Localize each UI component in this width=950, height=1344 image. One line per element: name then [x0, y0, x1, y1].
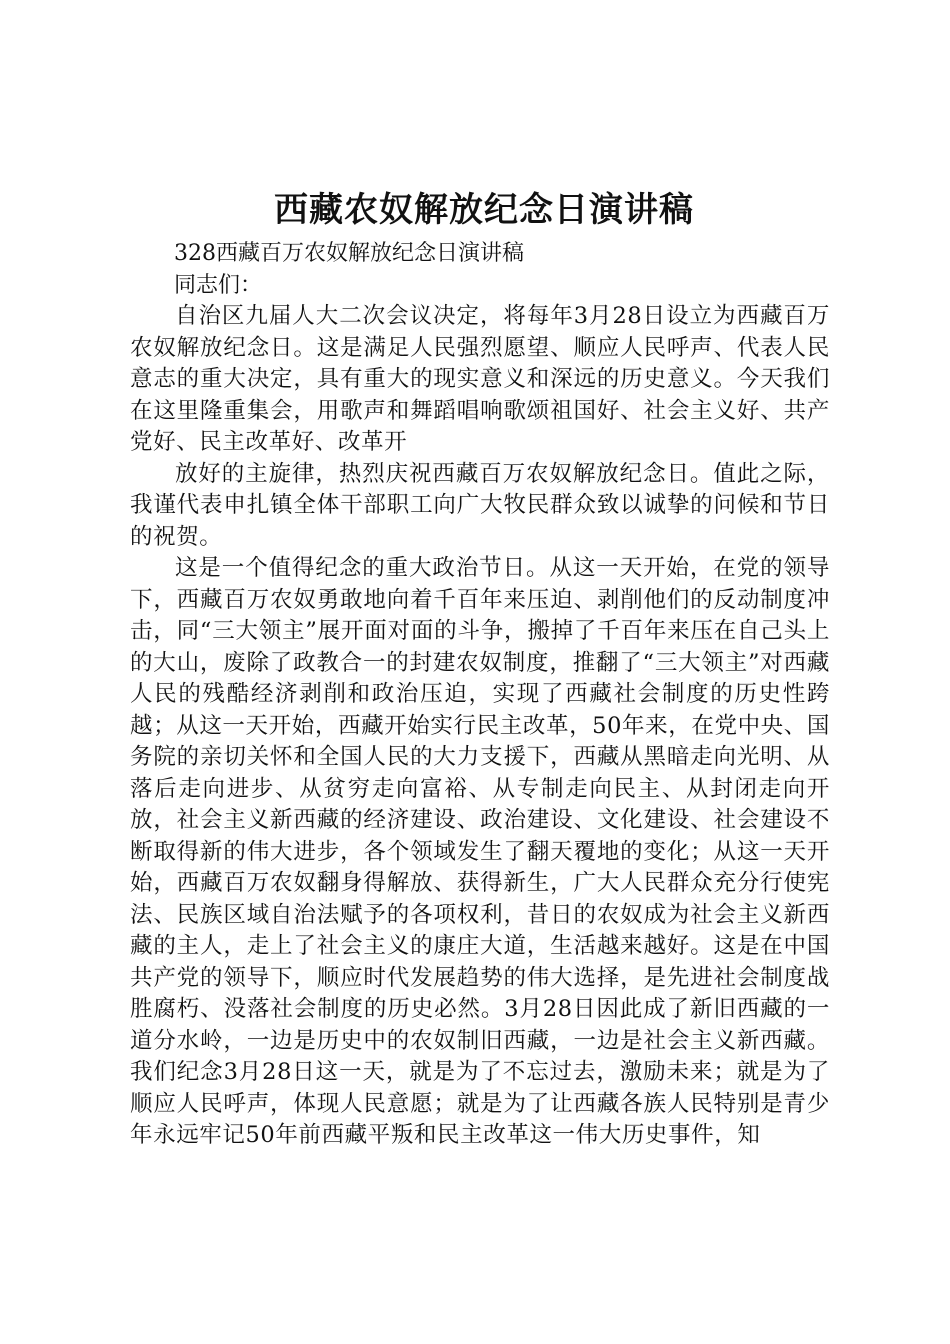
salutation: 同志们： — [174, 272, 263, 298]
document-subtitle: 328西藏百万农奴解放纪念日演讲稿 — [174, 241, 524, 266]
paragraph-1: 自治区九届人大二次会议决定，将每年3月28日设立为西藏百万农奴解放纪念日。这是满足人民强烈愿望、顺应人民呼声、代表人民意志的重大决定，具有重大的现实意义和深远的历史意义。今天我们在这里隆重集会，用歌声和舞蹈唱响歌颂祖国好、社会主义好、共产党好、民主改革好、改革开 — [130, 303, 830, 455]
paragraph-2: 放好的主旋律，热烈庆祝西藏百万农奴解放纪念日。值此之际，我谨代表申扎镇全体干部职工向广大牧民群众致以诚挚的问候和节日的祝贺。 — [130, 460, 830, 550]
document-title: 西藏农奴解放纪念日演讲稿 — [274, 190, 694, 230]
paragraph-3: 这是一个值得纪念的重大政治节日。从这一天开始，在党的领导下，西藏百万农奴勇敢地向着千百年来压迫、剥削他们的反动制度冲击，同“三大领主”展开面对面的斗争，搬掉了千百年来压在自己头上的大山，废除了政教合一的封建农奴制度，推翻了“三大领主”对西藏人民的残酷经济剥削和政治压迫，实现了西藏社会制度的历史性跨越；从这一天开始，西藏开始实行民主改革，50年来，在党中央、国务院的亲切关怀和全国人民的大力支援下，西藏从黑暗走向光明、从落后走向进步、从贫穷走向富裕、从专制走向民主、从封闭走向开放，社会主义新西藏的经济建设、政治建设、文化建设、社会建设不断取得新的伟大进步，各个领域发生了翻天覆地的变化；从这一天开始，西藏百万农奴翻身得解放、获得新生，广大人民群众充分行使宪法、民族区域自治法赋予的各项权利，昔日的农奴成为社会主义新西藏的主人，走上了社会主义的康庄大道，生活越来越好。这是在中国共产党的领导下，顺应时代发展趋势的伟大选择，是先进社会制度战胜腐朽、没落社会制度的历史必然。3月28日因此成了新旧西藏的一道分水岭，一边是历史中的农奴制旧西藏，一边是社会主义新西藏。我们纪念3月28日这一天，就是为了不忘过去，激励未来；就是为了顺应人民呼声，体现人民意愿；就是为了让西藏各族人民特别是青少年永远牢记50年前西藏平叛和民主改革这一伟大历史事件，知 — [130, 555, 830, 1148]
